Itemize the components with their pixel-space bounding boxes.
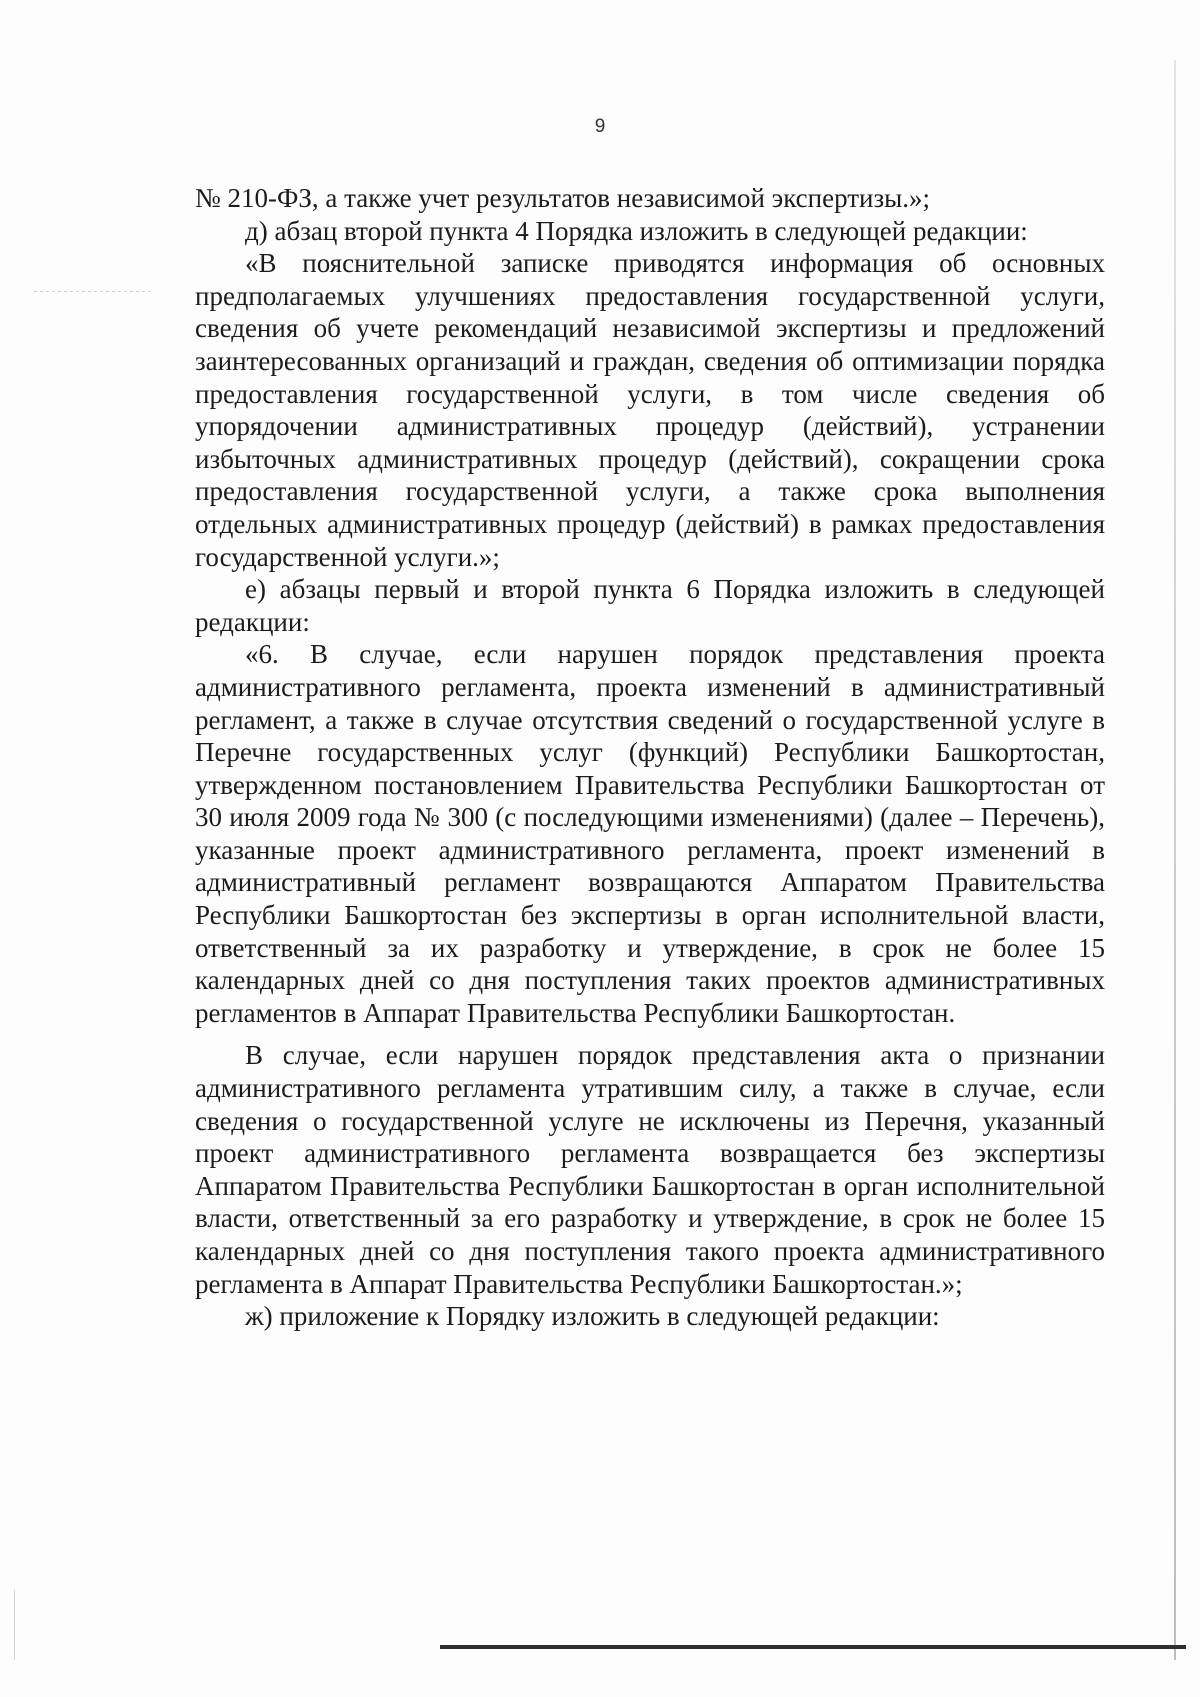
paragraph-item-zh: ж) приложение к Порядку изложить в следующей редакции: xyxy=(245,1301,940,1332)
scan-stray-line xyxy=(34,291,154,292)
paragraph-item-e: е) абзацы первый и второй пункта 6 Порядка изложить в следующей редакции: xyxy=(195,574,1105,637)
paragraph-quote-point-6-second: В случае, если нарушен порядок представления акта о признании административного регламента утратившим силу, а также в случае, если сведения о государственной услуге не исключены из Перечня, указанный проект административного регламента возвращается без экспертизы Аппаратом Правительства Республики Башкортостан в орган исполнительной власти, ответственный за его разработку и утверждение, в срок не более 15 календарных дней со дня поступления такого проекта административного регламента в Аппарат Правительства Республики Башкортостан.»; xyxy=(195,1040,1105,1299)
document-body xyxy=(195,182,1105,1333)
paragraph-item-d: д) абзац второй пункта 4 Порядка изложить в следующей редакции: xyxy=(245,215,1028,246)
scan-bottom-edge xyxy=(440,1645,1186,1649)
paragraph-quote-explanatory-note: «В пояснительной записке приводятся информация об основных предполагаемых улучшениях предоставления государственной услуги, сведения об учете рекомендаций независимой экспертизы и предложений заинтересованных организаций и граждан, сведения об оптимизации порядка предоставления государственной услуги, в том числе сведения об упорядочении административных процедур (действий), устранении избыточных административных процедур (действий), сокращении срока предоставления государственной услуги, а также срока выполнения отдельных административных процедур (действий) в рамках предоставления государственной услуги.»; xyxy=(195,248,1105,572)
scan-right-edge xyxy=(1174,60,1176,1660)
page-number: 9 xyxy=(594,116,606,137)
paragraph-quote-point-6: «6. В случае, если нарушен порядок представления проекта административного регламента, проекта изменений в административный регламент, а также в случае отсутствия сведений о государственной услуге в Перечне государственных услуг (функций) Республики Башкортостан, утвержденном постановлением Правительства Республики Башкортостан от 30 июля 2009 года № 300 (с последующими изменениями) (далее – Перечень), указанные проект административного регламента, проект изменений в административный регламент возвращаются Аппаратом Правительства Республики Башкортостан без экспертизы в орган исполнительной власти, ответственный за их разработку и утверждение, в срок не более 15 календарных дней со дня поступления таких проектов административных регламентов в Аппарат Правительства Республики Башкортостан. xyxy=(195,639,1105,1028)
paragraph-continuation: № 210-ФЗ, а также учет результатов независимой экспертизы.»; xyxy=(195,183,931,213)
scan-left-mark xyxy=(14,1590,15,1660)
